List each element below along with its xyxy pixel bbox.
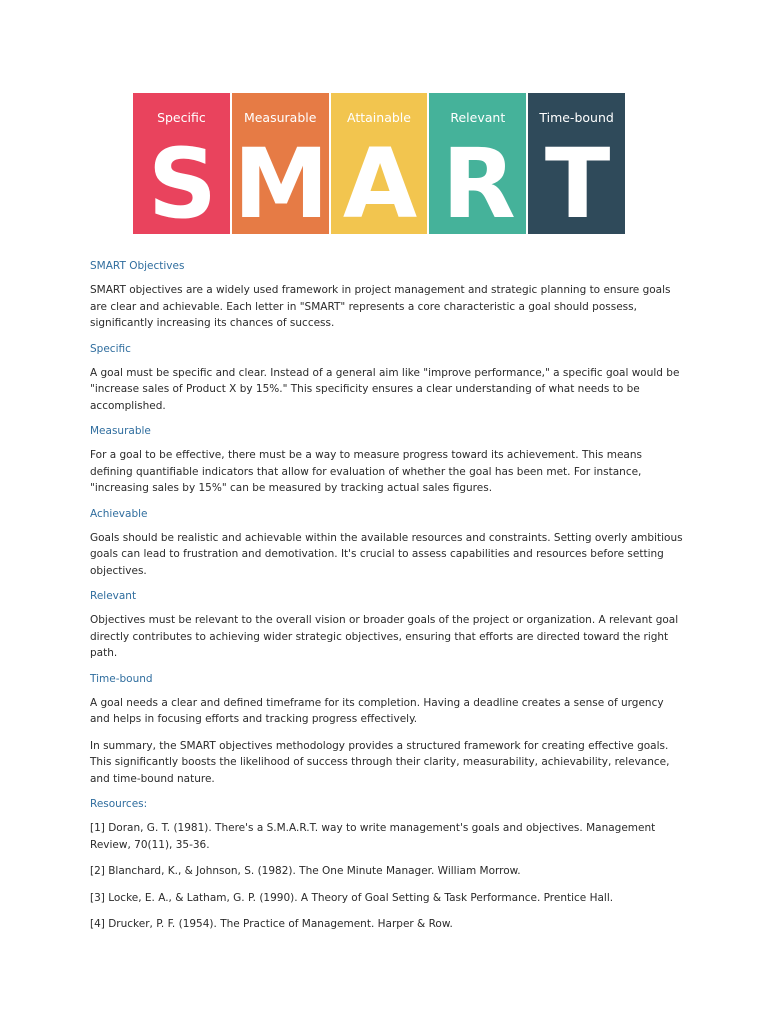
tile-letter: R <box>441 128 514 240</box>
tile-label: Relevant <box>450 110 506 125</box>
summary-paragraph: In summary, the SMART objectives methodology provides a structured framework for creating effective goals. This significantly boosts the likelihood of success through their clarity, measurability, achievability, relevance, and time-bound nature. <box>90 739 670 785</box>
tile-letter: T <box>544 128 609 240</box>
tile-label: Measurable <box>243 110 317 125</box>
tile-specific <box>133 93 230 240</box>
tile-relevant <box>429 93 526 240</box>
section-heading-specific: Specific <box>90 342 131 355</box>
section-heading-time-bound: Time-bound <box>90 672 153 685</box>
tile-measurable <box>232 93 329 240</box>
section-body-achievable: Goals should be realistic and achievable within the available resources and constraints. Setting overly ambitious goals can lead to frustration and demotivation. It's crucial to assess capabilities and resources before setting objectives. <box>90 531 683 577</box>
tile-label: Specific <box>157 110 206 125</box>
section-body-specific: A goal must be specific and clear. Instead of a general aim like "improve performance," a specific goal would be "increase sales of Product X by 15%." This specificity ensures a clear understanding of what needs to be accomplished. <box>90 366 680 412</box>
section-heading-achievable: Achievable <box>90 507 148 520</box>
section-body-relevant: Objectives must be relevant to the overall vision or broader goals of the project or organization. A relevant goal directly contributes to achieving wider strategic objectives, ensuring that efforts are directed toward the right path. <box>90 614 679 659</box>
tile-label: Time-bound <box>539 110 614 125</box>
tile-label: Attainable <box>347 110 411 125</box>
tile-letter: A <box>342 128 416 240</box>
resource-item: [3] Locke, E. A., & Latham, G. P. (1990). A Theory of Goal Setting & Task Performance. Prentice Hall. <box>90 891 614 904</box>
document-body <box>90 259 684 943</box>
resource-item: [4] Drucker, P. F. (1954). The Practice of Management. Harper & Row. <box>90 918 453 930</box>
resources-heading: Resources: <box>90 798 148 810</box>
tile-letter: M <box>233 128 327 240</box>
resource-item: [1] Doran, G. T. (1981). There's a S.M.A.R.T. way to write management's goals and objectives. Management Review, 70(11), 35-36. <box>90 822 656 851</box>
section-body-measurable: For a goal to be effective, there must be a way to measure progress toward its achievement. This means defining quantifiable indicators that allow for evaluation of whether the goal has been met. For instance, "increasing sales by 15%" can be measured by tracking actual sales figures. <box>90 449 642 494</box>
tile-time-bound <box>528 93 625 240</box>
section-body-time-bound: A goal needs a clear and defined timeframe for its completion. Having a deadline creates a sense of urgency and helps in focusing efforts and tracking progress effectively. <box>90 696 664 725</box>
resource-item: [2] Blanchard, K., & Johnson, S. (1982). The One Minute Manager. William Morrow. <box>90 865 521 877</box>
section-heading-relevant: Relevant <box>90 590 137 602</box>
smart-banner <box>133 93 625 240</box>
document-title: SMART Objectives <box>90 260 185 272</box>
tile-attainable <box>331 93 428 240</box>
intro-paragraph: SMART objectives are a widely used framework in project management and strategic planning to ensure goals are clear and achievable. Each letter in "SMART" represents a core characteristic a goal should possess, significantly increasing its chances of success. <box>90 284 671 329</box>
tile-letter: S <box>147 128 215 240</box>
section-heading-measurable: Measurable <box>90 425 151 437</box>
